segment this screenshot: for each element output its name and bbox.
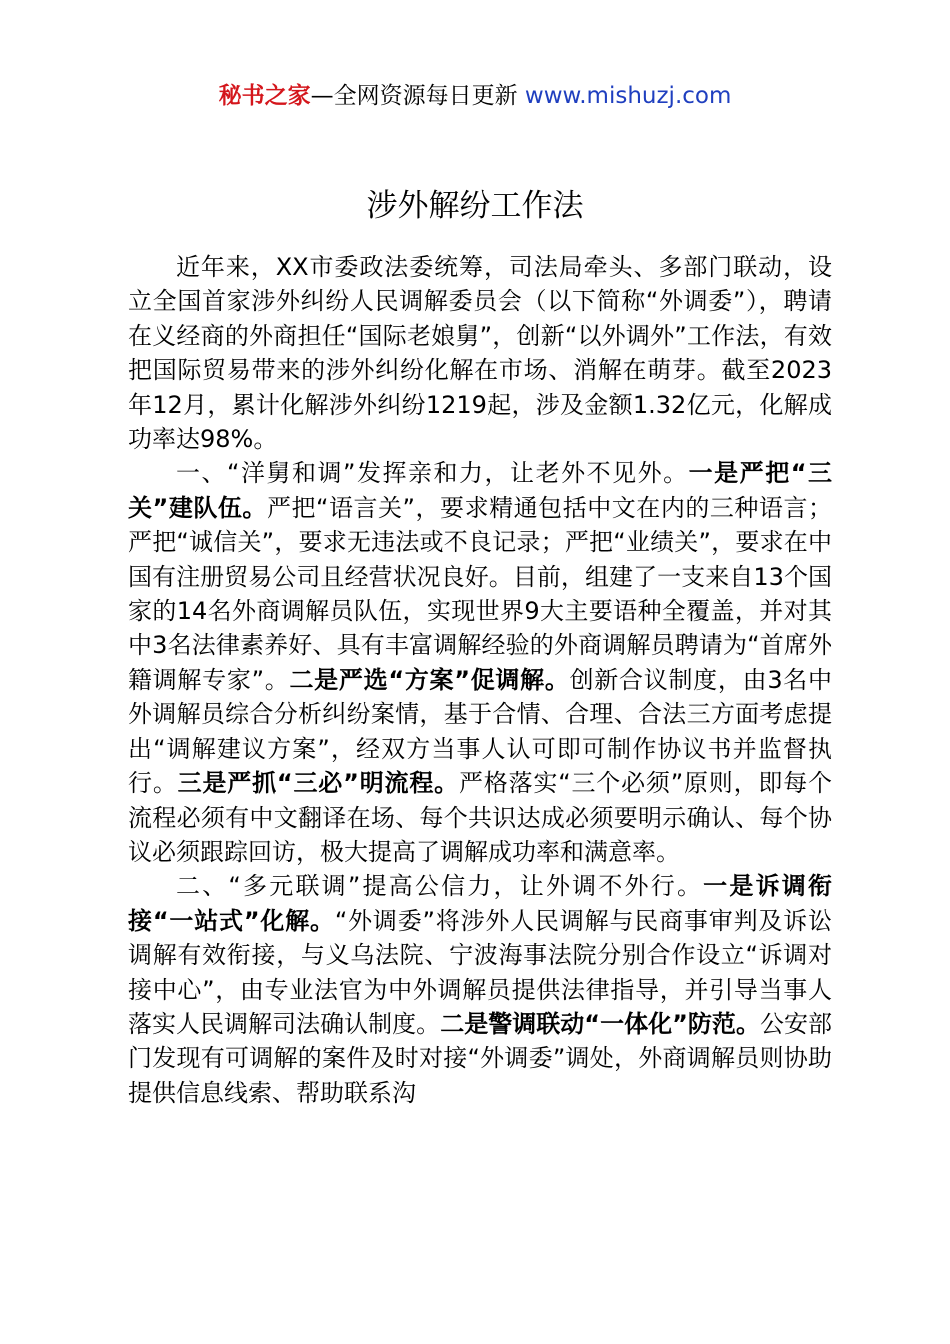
paragraph-text: 近年来，XX市委政法委统筹，司法局牵头、多部门联动，设立全国首家涉外纠纷人民调解委员会（以下简称“外调委”），聘请在义经商的外商担任“国际老娘舅”，创新“以外调外”工作法，有效把国际贸易带来的涉外纠纷化解在市场、消解在萌芽。截至2023年12月，累计化解涉外纠纷1219起，涉及金额1.32亿元，化解成功率达98%。 <box>128 253 832 454</box>
paragraph-text: 公安部门发现有可调解的案件及时对接“外调委”调处，外商调解员则协助提供信息线索、帮助联系沟 <box>128 1009 832 1107</box>
paragraph-section-2 <box>128 869 832 1110</box>
paragraph-text: “外调委”将涉外人民调解与民商事审判及诉讼调解有效衔接，与义乌法院、宁波海事法院分别合作设立“诉调对接中心”，由专业法官为中外调解员提供法律指导，并引导当事人落实人民调解司法确认制度。 <box>128 906 833 1038</box>
bold-lead: 一是诉调衔接“一站式”化解。 <box>128 872 832 935</box>
site-url-link[interactable]: www.mishuzj.com <box>524 83 732 109</box>
paragraph-text: 严格落实“三个必须”原则，即每个流程必须有中文翻译在场、每个共识达成必须要明示确认、每个协议必须跟踪回访，极大提高了调解成功率和满意率。 <box>128 769 833 866</box>
bold-lead: 三是严抓“三必”明流程。 <box>177 769 459 798</box>
paragraph-text: 二、“多元联调”提高公信力，让外调不外行。 <box>176 872 704 901</box>
document-body <box>128 250 832 1110</box>
document-title: 涉外解纷工作法 <box>366 188 584 224</box>
paragraph-text: 严把“语言关”，要求精通包括中文在内的三种语言；严把“诚信关”，要求无违法或不良记录；严把“业绩关”，要求在中国有注册贸易公司且经营状况良好。目前，组建了一支来自13个国家的14名外商调解员队伍，实现世界9大主要语种全覆盖，并对其中3名法律素养好、具有丰富调解经验的外商调解员聘请为“首席外籍调解专家”。 <box>128 493 832 694</box>
site-tagline: —全网资源每日更新 <box>310 83 518 109</box>
site-header <box>0 80 950 112</box>
bold-lead: 一是严把“三关”建队伍。 <box>128 459 832 522</box>
paragraph-text: 一、“洋舅和调”发挥亲和力，让老外不见外。 <box>176 459 689 488</box>
site-brand: 秘书之家 <box>218 83 311 109</box>
paragraph-text: 创新合议制度，由3名中外调解员综合分析纠纷案情，基于合情、合理、合法三方面考虑提出“调解建议方案”，经双方当事人认可即可制作协议书并监督执行。 <box>128 665 833 798</box>
paragraph-intro <box>128 250 832 456</box>
bold-lead: 二是警调联动“一体化”防范。 <box>440 1009 760 1038</box>
bold-lead: 二是严选“方案”促调解。 <box>289 665 570 694</box>
paragraph-section-1 <box>128 456 832 869</box>
